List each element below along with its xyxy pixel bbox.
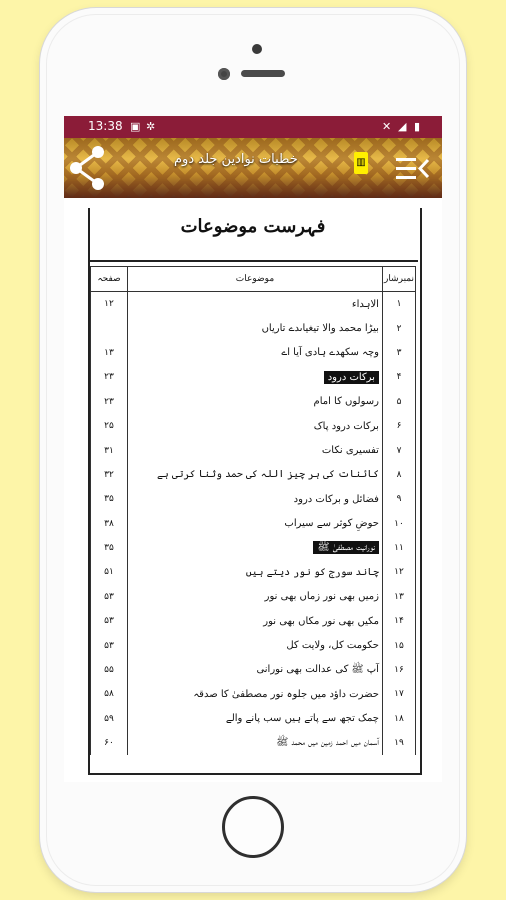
- table-row[interactable]: [91, 609, 416, 633]
- row-topic-cell: [128, 731, 383, 755]
- row-number: ۱۴: [382, 609, 415, 633]
- table-row[interactable]: [91, 633, 416, 657]
- row-page: ۳۱: [91, 438, 128, 462]
- row-topic: چاند سورج کو نور دیتے ہیں: [245, 566, 379, 578]
- table-row[interactable]: [91, 390, 416, 414]
- row-page: ۶۰: [91, 731, 128, 755]
- row-topic: حوضِ کوثر سے سیراب: [284, 518, 379, 530]
- mute-icon: ✕: [382, 120, 392, 133]
- table-row[interactable]: [91, 512, 416, 536]
- contents-rows: [91, 292, 416, 756]
- row-page: ۲۳: [91, 390, 128, 414]
- front-sensor: [252, 44, 262, 54]
- share-icon[interactable]: [68, 144, 108, 192]
- row-page: ۵۳: [91, 609, 128, 633]
- row-topic-cell: [128, 390, 383, 414]
- table-row[interactable]: [91, 414, 416, 438]
- row-number: ۴: [382, 365, 415, 389]
- row-topic-cell: [128, 633, 383, 657]
- row-topic: آپ ﷺ کی عدالت بھی نورانی: [256, 664, 379, 676]
- row-topic: بیڑا محمد والا تیغیاںدے تاریاں: [261, 323, 379, 335]
- table-row[interactable]: [91, 682, 416, 706]
- app-toolbar: [64, 138, 442, 198]
- row-topic-cell: [128, 316, 383, 340]
- toolbar-pattern: [64, 138, 442, 198]
- row-number: ۱۶: [382, 658, 415, 682]
- row-topic-cell: [128, 560, 383, 584]
- row-topic-cell: [128, 585, 383, 609]
- row-page: ۲۳: [91, 365, 128, 389]
- row-number: ۱۱: [382, 536, 415, 560]
- table-row[interactable]: [91, 658, 416, 682]
- signal-icon: ◢: [398, 120, 407, 133]
- row-number: ۷: [382, 438, 415, 462]
- table-row[interactable]: [91, 292, 416, 317]
- row-topic-cell: [128, 609, 383, 633]
- row-topic: حکومت کل، ولایت کل: [286, 640, 379, 652]
- heading-divider: [90, 260, 418, 262]
- settings-notification-icon: ✲: [146, 120, 156, 133]
- row-number: ۶: [382, 414, 415, 438]
- column-header-topic: موضوعات: [128, 267, 383, 292]
- row-page: ۵۳: [91, 633, 128, 657]
- front-camera: [218, 68, 230, 80]
- row-topic-cell: [128, 341, 383, 365]
- row-topic: کائنات کی ہر چیز اللہ کی حمد وثنا کرتی ہے: [157, 469, 379, 481]
- row-topic: مکیں بھی نور مکاں بھی نور: [263, 615, 379, 627]
- row-page: ۳۵: [91, 536, 128, 560]
- row-number: ۱۲: [382, 560, 415, 584]
- row-number: ۱۹: [382, 731, 415, 755]
- contents-table: [90, 266, 416, 755]
- app-title: خطبات نوادین جلد دوم: [174, 152, 298, 167]
- row-topic-cell: [128, 414, 383, 438]
- row-number: ۳: [382, 341, 415, 365]
- row-page: ۵۳: [91, 585, 128, 609]
- table-row[interactable]: [91, 341, 416, 365]
- row-page: ۲۵: [91, 414, 128, 438]
- table-row[interactable]: [91, 731, 416, 755]
- document-page: [64, 198, 442, 782]
- page-heading: فہرست موضوعات: [180, 216, 326, 237]
- row-number: ۱۷: [382, 682, 415, 706]
- table-row[interactable]: [91, 316, 416, 340]
- row-topic-cell: [128, 536, 383, 560]
- row-number: ۱۵: [382, 633, 415, 657]
- row-topic: برکات درود پاک: [313, 420, 379, 432]
- row-topic-cell: [128, 365, 383, 389]
- row-topic-cell: [128, 658, 383, 682]
- row-topic: حضرت داؤد میں جلوہ نور مصطفیٰ کا صدقہ: [193, 688, 379, 700]
- row-topic: چمک تجھ سے پاتے ہیں سب پانے والے: [225, 713, 379, 725]
- row-page: ۳۲: [91, 463, 128, 487]
- row-topic-cell: [128, 487, 383, 511]
- table-row[interactable]: [91, 707, 416, 731]
- menu-icon[interactable]: [396, 156, 430, 182]
- row-number: ۱۰: [382, 512, 415, 536]
- row-number: ۱۳: [382, 585, 415, 609]
- row-number: ۵: [382, 390, 415, 414]
- row-topic: الاہداء: [351, 298, 379, 310]
- row-number: ۲: [382, 316, 415, 340]
- row-topic: آسمان میں احمد زمین میں محمد ﷺ: [276, 737, 379, 749]
- battery-icon: ▮: [414, 120, 421, 133]
- earpiece-speaker: [241, 70, 285, 77]
- row-page: ۵۸: [91, 682, 128, 706]
- row-page: ۵۱: [91, 560, 128, 584]
- row-topic: زمیں بھی نور زماں بھی نور: [264, 591, 379, 603]
- book-icon[interactable]: ▥: [354, 152, 368, 174]
- row-number: ۹: [382, 487, 415, 511]
- row-topic-cell: [128, 512, 383, 536]
- row-number: ۱۸: [382, 707, 415, 731]
- row-topic: نورانیت مصطفیٰ ﷺ: [313, 541, 379, 554]
- row-topic: فضائل و برکات درود: [293, 493, 379, 505]
- row-topic: وچہ سکھدے ہادی آیا اے: [281, 347, 379, 359]
- row-number: ۱: [382, 292, 415, 317]
- row-topic: رسولوں کا امام: [313, 396, 379, 408]
- table-row[interactable]: [91, 365, 416, 389]
- column-header-page: صفحہ: [91, 267, 128, 292]
- row-topic-cell: [128, 682, 383, 706]
- table-row[interactable]: [91, 438, 416, 462]
- app-screen: [64, 116, 442, 782]
- row-page: ۵۹: [91, 707, 128, 731]
- table-row[interactable]: [91, 463, 416, 487]
- status-bar: [64, 116, 442, 138]
- row-topic-cell: [128, 707, 383, 731]
- row-topic-cell: [128, 463, 383, 487]
- row-page: ۵۵: [91, 658, 128, 682]
- column-header-number: نمبرشار: [382, 267, 415, 292]
- table-row[interactable]: [91, 560, 416, 584]
- row-number: ۸: [382, 463, 415, 487]
- row-page: ۱۲: [91, 292, 128, 317]
- status-time: 13:38: [88, 119, 123, 133]
- row-topic-cell: [128, 292, 383, 317]
- row-page: ۱۳: [91, 341, 128, 365]
- row-page: ۳۸: [91, 512, 128, 536]
- row-topic: برکات درود: [324, 371, 379, 384]
- row-topic: تفسیری نکات: [321, 445, 379, 457]
- row-page: [91, 316, 128, 340]
- table-row[interactable]: [91, 585, 416, 609]
- row-page: ۳۵: [91, 487, 128, 511]
- row-topic-cell: [128, 438, 383, 462]
- table-row[interactable]: [91, 536, 416, 560]
- table-row[interactable]: [91, 487, 416, 511]
- image-notification-icon: ▣: [130, 120, 141, 133]
- home-button[interactable]: [222, 796, 284, 858]
